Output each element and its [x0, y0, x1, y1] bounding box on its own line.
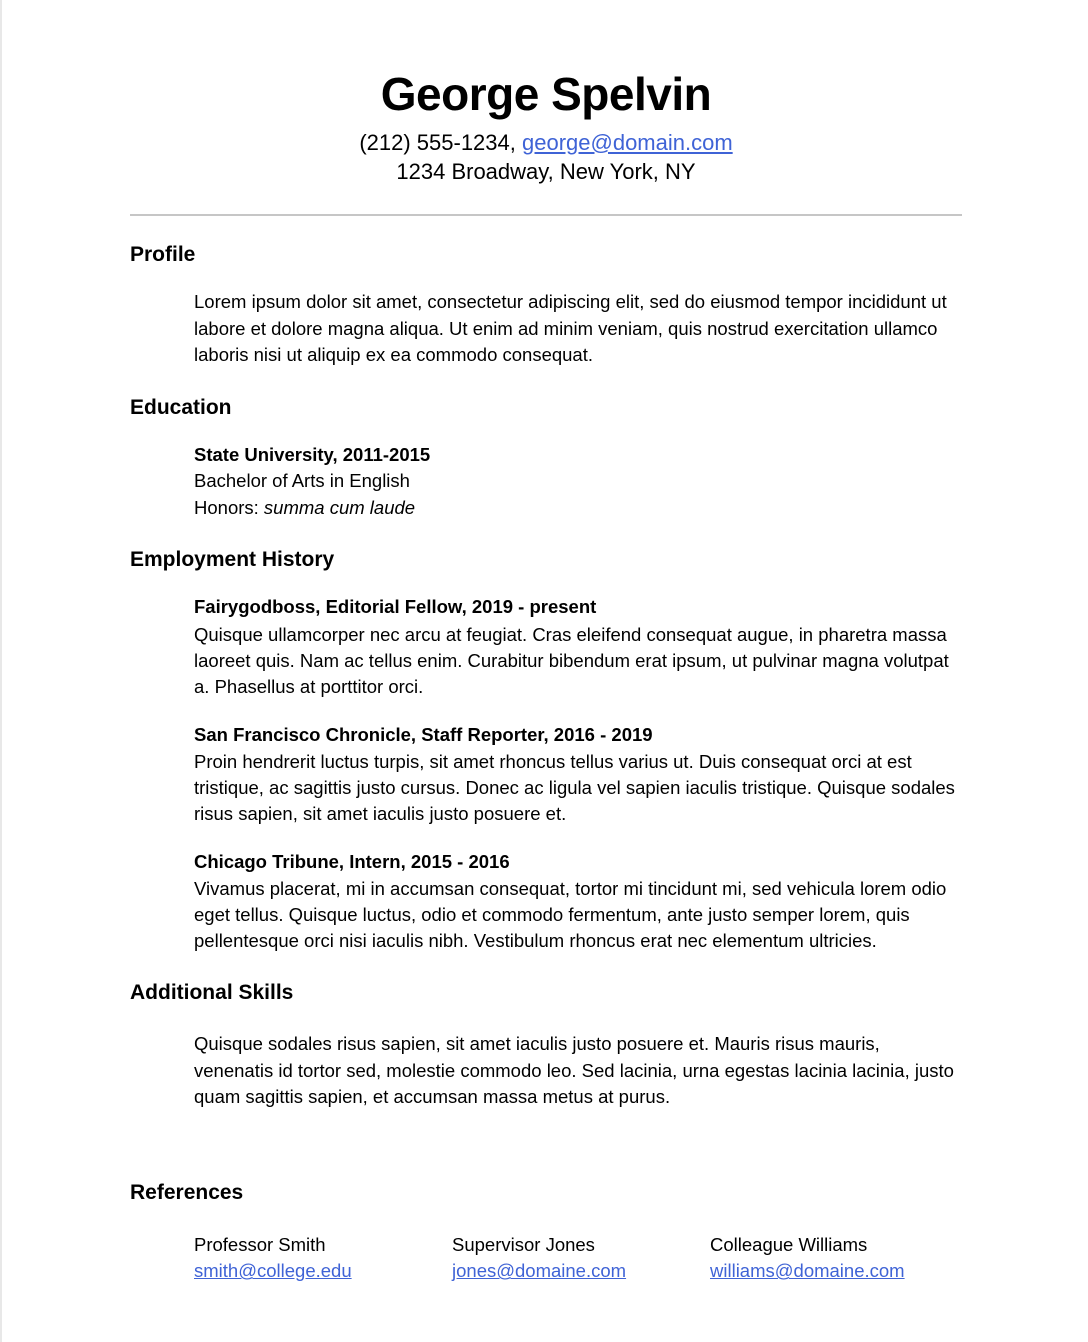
reference-email-link[interactable]: smith@college.edu [194, 1260, 352, 1282]
job-entry [194, 849, 962, 954]
education-honors-label: Honors: [194, 496, 264, 518]
education-honors [194, 495, 962, 521]
email-link[interactable]: george@domain.com [522, 129, 733, 155]
job-title: San Francisco Chronicle, Staff Reporter, 2016 - 2019 [194, 723, 653, 745]
section-employment-history [130, 547, 962, 954]
job-description: Quisque ullamcorper nec arcu at feugiat. Cras eleifend consequat augue, in pharetra massa laoreet quis. Nam ac tellus enim. Curabitur bibendum erat ipsum, ut pulvinar magna volutpat a. Phasellus at porttitor orci. [194, 623, 949, 697]
job-entry [194, 594, 962, 699]
reference-item [710, 1232, 968, 1286]
education-school: State University, 2011-2015 [194, 443, 431, 465]
profile-text: Lorem ipsum dolor sit amet, consectetur adipiscing elit, sed do eiusmod tempor incididunt ut labore et dolore magna aliqua. Ut enim ad minim veniam, quis nostrud exercitation ullamco laboris nisi ut aliquip ex ea commodo consequat. [194, 291, 947, 366]
candidate-name: George Spelvin [380, 68, 712, 120]
reference-email-link[interactable]: williams@domaine.com [710, 1260, 905, 1282]
reference-item [452, 1232, 710, 1286]
contact-line-primary [130, 128, 962, 158]
job-title: Fairygodboss, Editorial Fellow, 2019 - present [194, 596, 597, 618]
employment-body [130, 594, 962, 954]
phone-number: (212) 555-1234, [359, 129, 516, 155]
job-title: Chicago Tribune, Intern, 2015 - 2016 [194, 850, 510, 872]
reference-name: Colleague Williams [710, 1233, 868, 1255]
job-description: Proin hendrerit luctus turpis, sit amet rhoncus tellus varius ut. Duis consequat orci at est tristique, ac sagittis justo cursus. Donec ac ligula vel sapien iaculis tristique. Quisque sodales risus sapien, sit amet iaculis justo posuere et. [194, 751, 955, 824]
section-heading-references: References [130, 1181, 244, 1205]
section-heading-profile: Profile [130, 243, 196, 267]
resume-header [130, 0, 962, 216]
reference-item [194, 1232, 452, 1286]
section-profile [130, 242, 962, 369]
section-heading-education: Education [130, 395, 232, 419]
reference-name: Supervisor Jones [452, 1233, 595, 1255]
job-description: Vivamus placerat, mi in accumsan consequat, tortor mi tincidunt mi, sed vehicula lorem odio eget tellus. Quisque luctus, odio et commodo fermentum, ante justo semper lorem, quis pellentesque orci nisi iaculis nibh. Vestibulum rhoncus erat nec elementum ultricies. [194, 878, 947, 951]
section-additional-skills [130, 980, 962, 1111]
header-divider [130, 214, 962, 216]
education-body [130, 442, 962, 521]
section-education [130, 395, 962, 522]
references-grid [130, 1232, 962, 1286]
reference-name: Professor Smith [194, 1233, 326, 1255]
profile-body [130, 289, 962, 368]
section-heading-skills: Additional Skills [130, 980, 294, 1004]
reference-email-link[interactable]: jones@domaine.com [452, 1260, 627, 1282]
skills-body [130, 1031, 962, 1110]
education-degree: Bachelor of Arts in English [194, 470, 410, 492]
section-references [130, 1180, 962, 1285]
skills-text: Quisque sodales risus sapien, sit amet iaculis justo posuere et. Mauris risus mauris, venenatis id tortor sed, molestie commodo leo. Sed lacinia, urna egestas lacinia lacinia, justo quam sagittis sapien, et accumsan massa metus at purus. [194, 1033, 954, 1107]
section-heading-employment: Employment History [130, 548, 335, 572]
job-entry [194, 722, 962, 827]
education-honors-value: summa cum laude [263, 496, 416, 518]
address-line: 1234 Broadway, New York, NY [396, 159, 696, 185]
